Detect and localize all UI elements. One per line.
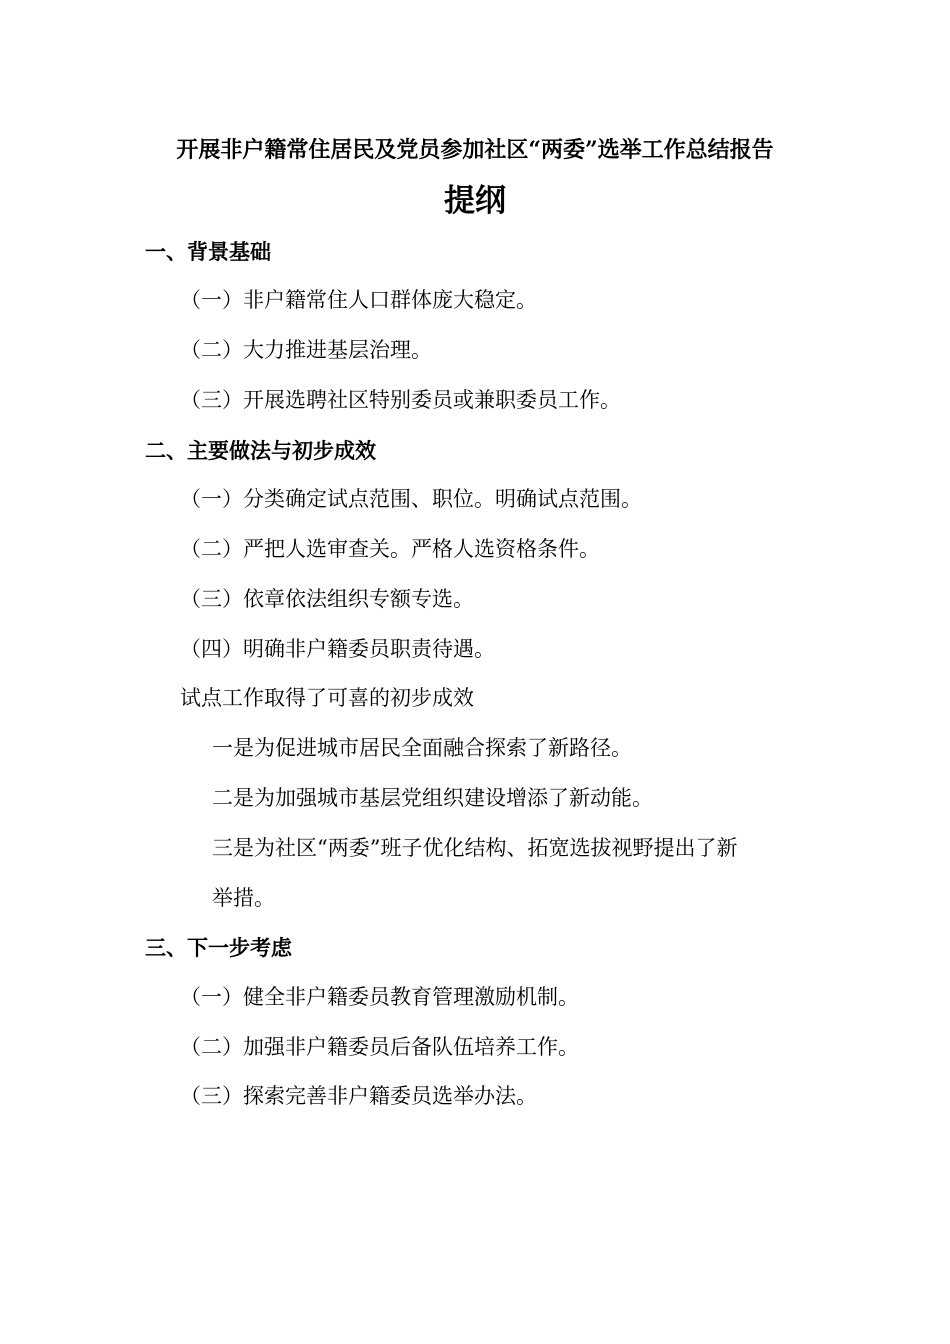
section-heading: 三、下一步考虑 [145,935,292,960]
outline-item: （二）严把人选审查关。严格人选资格条件。 [180,537,600,561]
result-item: 二是为加强城市基层党组织建设增添了新动能。 [212,786,653,810]
outline-item: （二）加强非户籍委员后备队伍培养工作。 [180,1035,579,1059]
outline-item: （一）分类确定试点范围、职位。明确试点范围。 [180,487,642,511]
outline-item: （二）大力推进基层治理。 [180,338,432,362]
document-subtitle: 提纲 [444,183,506,219]
document-title: 开展非户籍常住居民及党员参加社区“两委”选举工作总结报告 [176,137,774,163]
result-item: 一是为促进城市居民全面融合探索了新路径。 [212,736,632,760]
section-heading: 一、背景基础 [145,239,271,264]
section-heading: 二、主要做法与初步成效 [145,438,376,463]
outline-item: （三）依章依法组织专额专选。 [180,587,474,611]
outline-item: （一）非户籍常住人口群体庞大稳定。 [180,288,537,312]
outline-item: （四）明确非户籍委员职责待遇。 [180,637,495,661]
outline-item: （三）开展选聘社区特别委员或兼职委员工作。 [180,388,621,412]
outline-item: （一）健全非户籍委员教育管理激励机制。 [180,985,579,1009]
result-item-continuation: 举措。 [212,886,275,910]
outline-item: （三）探索完善非户籍委员选举办法。 [180,1084,537,1108]
results-intro: 试点工作取得了可喜的初步成效 [180,686,474,710]
result-item: 三是为社区“两委”班子优化结构、拓宽选拔视野提出了新 [212,836,738,860]
